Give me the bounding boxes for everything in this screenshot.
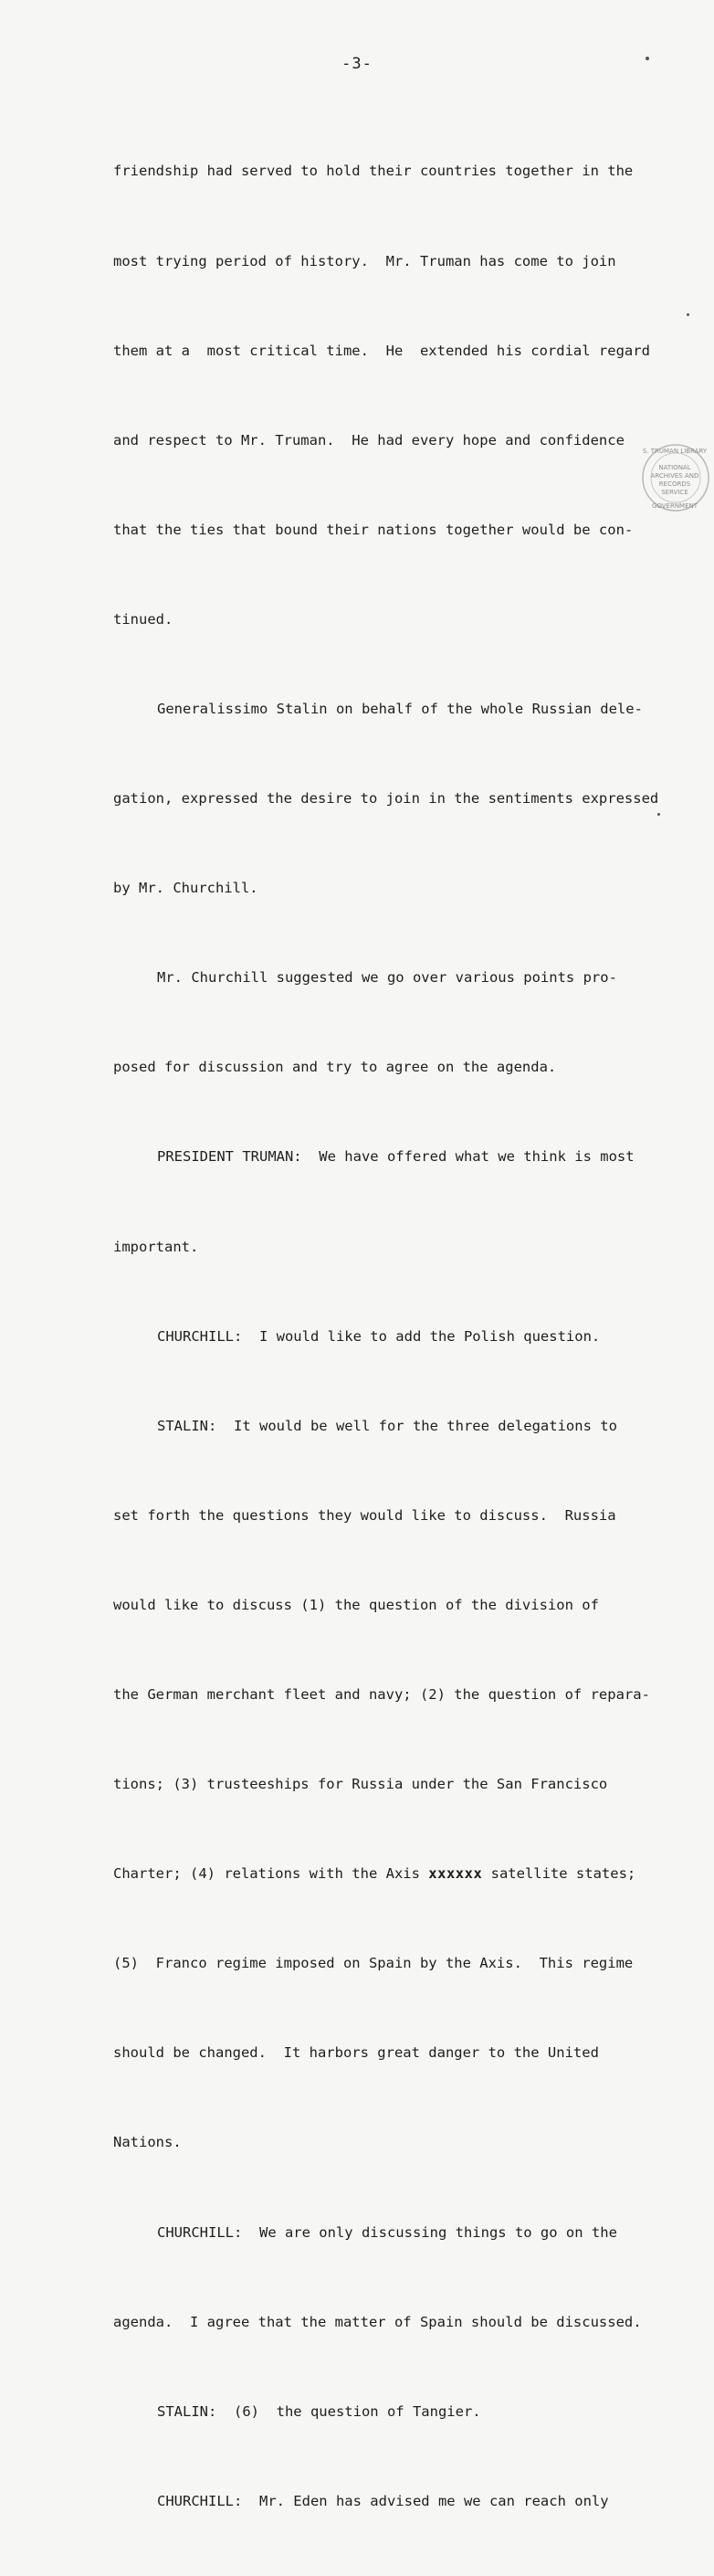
text-line-with-strikeout	[113, 1859, 688, 1889]
text-line: gation, expressed the desire to join in the sentiments expressed	[113, 790, 659, 808]
text-line: should be changed. It harbors great danger to the United	[113, 2044, 599, 2062]
stamp-text: RECORDS	[658, 480, 691, 488]
text-line: STALIN: (6) the question of Tangier.	[157, 2402, 481, 2420]
text-line: Mr. Churchill suggested we go over various points pro-	[157, 969, 617, 987]
stamp-text: S. TRUMAN LIBRARY	[642, 448, 708, 455]
text-line: CHURCHILL: I would like to add the Polish question.	[157, 1327, 601, 1345]
document-body	[113, 97, 688, 2576]
page-number: -3-	[341, 55, 373, 73]
text-line: and respect to Mr. Truman. He had every hope and confidence	[113, 431, 625, 449]
text-line: tinued.	[113, 610, 173, 628]
text-line: CHURCHILL: Mr. Eden has advised me we can reach only	[157, 2492, 609, 2509]
text-line: by Mr. Churchill.	[113, 880, 258, 897]
stamp-text: SERVICE	[661, 489, 688, 496]
stamp-text: NATIONAL	[658, 464, 691, 471]
text-line: would like to discuss (1) the question of the division of	[113, 1596, 599, 1613]
stamp-text: GOVERNMENT	[651, 502, 698, 510]
struck-out-text: xxxxxx	[428, 1865, 483, 1883]
ink-speck	[657, 813, 660, 816]
text-line: agenda. I agree that the matter of Spain should be discussed.	[113, 2313, 642, 2330]
text-line: (5) Franco regime imposed on Spain by the Axis. This regime	[113, 1955, 634, 1972]
text-line: friendship had served to hold their countries together in the	[113, 163, 634, 180]
text-line: Nations.	[113, 2134, 182, 2151]
text-line: PRESIDENT TRUMAN: We have offered what we think is most	[157, 1148, 635, 1166]
ink-speck	[646, 57, 649, 60]
archive-stamp	[639, 437, 710, 519]
text-line: Generalissimo Stalin on behalf of the whole Russian dele-	[157, 700, 643, 717]
text-line: STALIN: It would be well for the three delegations to	[157, 1417, 617, 1434]
text-line: posed for discussion and try to agree on the agenda.	[113, 1059, 557, 1076]
text-line: that the ties that bound their nations together would be con-	[113, 521, 634, 538]
text-line: most trying period of history. Mr. Truman has come to join	[113, 252, 616, 269]
text-segment: satellite states;	[482, 1865, 636, 1883]
stamp-text: ARCHIVES AND	[650, 472, 699, 480]
text-segment: Charter; (4) relations with the Axis	[113, 1865, 429, 1883]
ink-speck	[687, 313, 689, 316]
text-line: tions; (3) trusteeships for Russia under the San Francisco	[113, 1776, 608, 1793]
text-line: them at a most critical time. He extended his cordial regard	[113, 342, 650, 359]
text-line: CHURCHILL: We are only discussing things to go on the	[157, 2223, 617, 2241]
text-line: set forth the questions they would like to discuss. Russia	[113, 1506, 616, 1524]
text-line: important.	[113, 1238, 199, 1255]
text-line: the German merchant fleet and navy; (2) the question of repara-	[113, 1686, 650, 1703]
